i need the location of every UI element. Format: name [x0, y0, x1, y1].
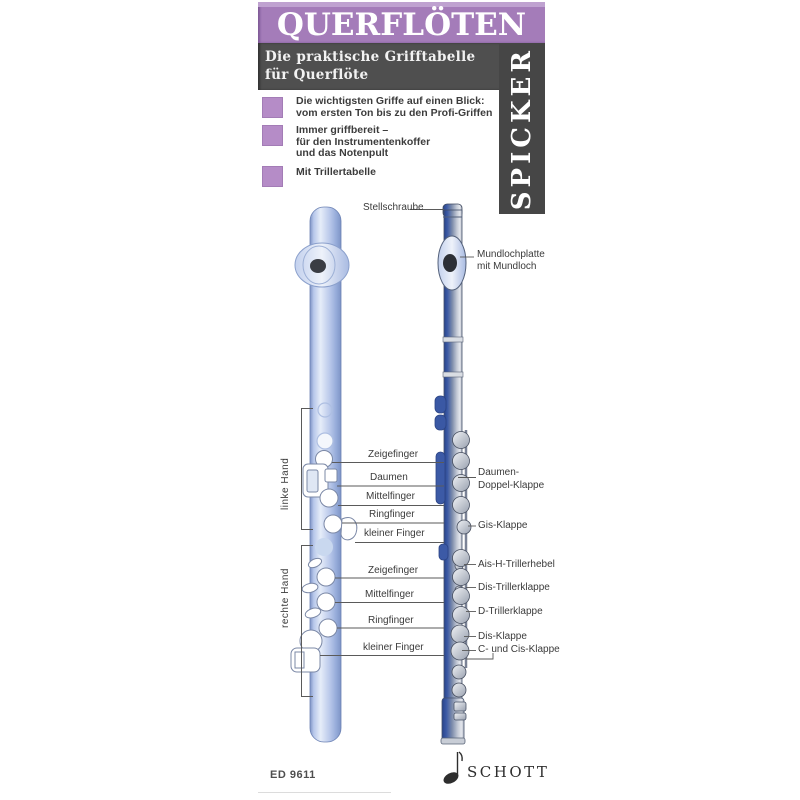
- product-title: QUERFLÖTEN: [276, 7, 527, 43]
- bullet-1-line-2: vom ersten Ton bis zu den Profi-Griffen: [296, 106, 493, 119]
- label-zeigefinger-left: Zeigefinger: [368, 449, 419, 460]
- bullet-2-line-2: für den Instrumentenkoffer: [296, 135, 431, 148]
- label-dis-trillerklappe: Dis-Trillerklappe: [478, 582, 550, 593]
- key-mittelfinger-right: [317, 593, 335, 611]
- key-kleiner-finger-left: [341, 518, 357, 540]
- bullet-2-line-3: und das Notenpult: [296, 147, 389, 159]
- key-ringfinger-right: [319, 619, 337, 637]
- subtitle-line1: Die praktische Grifftabelle: [265, 49, 476, 65]
- mundloch-hole: [310, 259, 326, 273]
- label-daumen: Daumen: [370, 472, 408, 483]
- edition-number: ED 9611: [270, 769, 316, 781]
- right-flute-photo: [435, 204, 471, 744]
- label-gis-klappe: Gis-Klappe: [478, 520, 528, 531]
- label-mundlochplatte-line2: mit Mundloch: [477, 261, 537, 272]
- label-kleiner-finger-right: kleiner Finger: [363, 642, 424, 653]
- label-kleiner-finger-left: kleiner Finger: [364, 528, 425, 539]
- label-ais-h-trillerhebel: Ais-H-Trillerhebel: [478, 559, 555, 570]
- key-zeigefinger-right: [317, 568, 335, 586]
- label-c-und-cis-klappe: C- und Cis-Klappe: [478, 644, 560, 655]
- bullet-3-line-1: Mit Trillertabelle: [296, 166, 376, 178]
- bullet-2-line-1: Immer griffbereit –: [296, 124, 389, 136]
- product-card: [258, 0, 560, 800]
- left-flute-schematic: [291, 207, 357, 742]
- label-d-trillerklappe: D-Trillerklappe: [478, 606, 543, 617]
- key-mittelfinger-left: [320, 489, 338, 507]
- label-mundlochplatte: [477, 249, 545, 273]
- label-ringfinger-right: Ringfinger: [368, 615, 414, 626]
- label-zeigefinger-right: Zeigefinger: [368, 565, 419, 576]
- mundloch-hole-right: [443, 254, 457, 272]
- key-ringfinger-left: [324, 515, 342, 533]
- bottom-divider: [258, 792, 391, 793]
- subtitle-line2: für Querflöte: [265, 67, 369, 83]
- label-daumen-doppel-klappe-line1: Daumen-: [478, 467, 520, 478]
- publisher-logo-text: SCHOTT: [467, 763, 550, 781]
- label-linke-hand: linke Hand: [280, 457, 291, 510]
- label-daumen-doppel-klappe-line2: Doppel-Klappe: [478, 480, 545, 491]
- label-mittelfinger-left: Mittelfinger: [366, 491, 415, 502]
- bullet-1-line-1: Die wichtigsten Griffe auf einen Blick:: [296, 95, 485, 107]
- label-mittelfinger-right: Mittelfinger: [365, 589, 414, 600]
- vertical-banner-text: SPICKER: [507, 46, 537, 211]
- label-mundlochplatte-line1: Mundlochplatte: [477, 249, 545, 260]
- schott-note-icon: [442, 752, 463, 786]
- label-dis-klappe: Dis-Klappe: [478, 631, 527, 642]
- label-ringfinger-left: Ringfinger: [369, 509, 415, 520]
- flute-diagram-graphic: [258, 0, 545, 800]
- label-stellschraube: Stellschraube: [363, 202, 424, 213]
- label-rechte-hand: rechte Hand: [280, 568, 291, 628]
